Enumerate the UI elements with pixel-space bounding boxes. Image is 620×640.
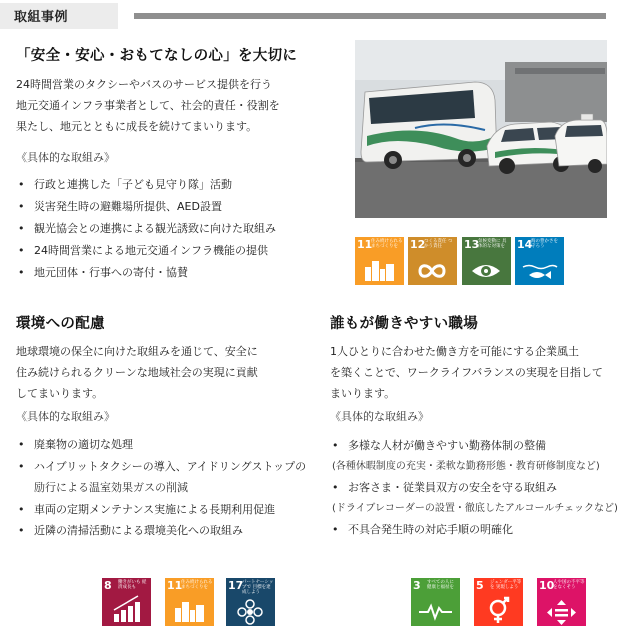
section2-list — [18, 434, 306, 542]
city-icon — [355, 237, 404, 285]
sdg-label: パートナーシップで 目標を達成しよう — [242, 580, 274, 595]
gender-equality-icon — [474, 578, 523, 626]
reduced-inequality-icon — [537, 578, 586, 626]
header-rule — [134, 13, 606, 19]
list-item — [332, 477, 618, 519]
sdg-label: すべての人に 健康と福祉を — [427, 580, 454, 590]
sdg-17-tile — [226, 578, 275, 626]
sdg-11-tile — [165, 578, 214, 626]
list-item: • 近隣の清掃活動による環境美化への取組み — [18, 520, 306, 542]
sdg-label: 働きがいも 経済成長も — [118, 580, 147, 590]
sdg-5-tile — [474, 578, 523, 626]
sdg-number: 11 — [167, 579, 183, 592]
list-item-text: 多様な人材が働きやすい勤務体制の整備 — [348, 439, 546, 452]
list-item-text: お客さま・従業員双方の安全を守る取組み — [348, 481, 557, 494]
fish-icon — [515, 237, 564, 285]
sdg-label: ジェンダー平等を 実現しよう — [490, 580, 522, 590]
list-item-note: (ドライブレコーダーの設置・徹底したアルコールチェックなど) — [332, 503, 618, 514]
list-item: • 行政と連携した「子ども見守り隊」活動 — [18, 174, 276, 196]
sdg-number: 14 — [517, 238, 533, 251]
sdg-label: 住み続けられる まちづくりを — [371, 239, 403, 249]
list-item-note: (各種休暇制度の充実・柔軟な勤務形態・教育研修制度など) — [332, 461, 600, 472]
list-item: • 24時間営業による地元交通インフラ機能の提供 — [18, 240, 276, 262]
section3-subheading: 《具体的な取組み》 — [330, 410, 429, 423]
list-item: • 災害発生時の避難場所提供、AED設置 — [18, 196, 276, 218]
list-item — [18, 456, 306, 499]
eye-globe-icon — [462, 237, 511, 285]
city-icon — [165, 578, 214, 626]
sdg-13-tile — [462, 237, 511, 285]
list-item — [332, 435, 618, 477]
list-item: • 不具合発生時の対応手順の明確化 — [332, 519, 618, 540]
section2-body: 地球環境の保全に向けた取組みを通じて、安全に 住み続けられるクリーンな地域社会の実現に貢献 してまいります。 — [16, 345, 258, 400]
section3-heading: 誰もが働きやすい職場 — [330, 316, 478, 332]
sdg-number: 10 — [539, 579, 555, 592]
section3-list — [332, 435, 618, 540]
section1-list — [18, 174, 276, 284]
section1-heading: 「安全・安心・おもてなしの心」を大切に — [16, 48, 298, 64]
page-header — [0, 0, 620, 32]
list-item: • 地元団体・行事への寄付・協賛 — [18, 262, 276, 284]
growth-chart-icon — [102, 578, 151, 626]
section3-body: 1人ひとりに合わせた働き方を可能にする企業風土 を築くことで、ワークライフバランスの実現を目指して まいります。 — [330, 345, 603, 400]
section1-body: 24時間営業のタクシーやバスのサービス提供を行う 地元交通インフラ事業者として、社会的責任・役割を 果たし、地元とともに成長を続けてまいります。 — [16, 78, 280, 133]
list-item-continuation: 励行による温室効果ガスの削減 — [34, 481, 188, 494]
sdg-label: 住み続けられる まちづくりを — [181, 580, 213, 590]
sdg-14-tile — [515, 237, 564, 285]
sdg-number: 3 — [413, 579, 421, 592]
page-title: 取組事例 — [14, 10, 69, 25]
sdg-number: 8 — [104, 579, 112, 592]
sdg-label: 気候変動に 具体的な対策を — [478, 239, 507, 249]
list-item: • 廃棄物の適切な処理 — [18, 434, 306, 456]
sdg-number: 17 — [228, 579, 244, 592]
sdg-label: つくる責任 つかう責任 — [424, 239, 453, 249]
sdg-11-tile — [355, 237, 404, 285]
sdg-3-tile — [411, 578, 460, 626]
sdg-12-tile — [408, 237, 457, 285]
sdg-number: 11 — [357, 238, 373, 251]
sdg-label: 人や国の不平等 をなくそう — [553, 580, 585, 590]
section2-subheading: 《具体的な取組み》 — [16, 410, 115, 423]
section2-heading: 環境への配慮 — [16, 316, 105, 332]
sdg-10-tile — [537, 578, 586, 626]
sdg-number: 5 — [476, 579, 484, 592]
partnership-flower-icon — [226, 578, 275, 626]
sdg-number: 12 — [410, 238, 426, 251]
heartbeat-icon — [411, 578, 460, 626]
bus-and-taxis-photo — [355, 40, 607, 218]
list-item-text: ハイブリットタクシーの導入、アイドリングストップの — [34, 459, 307, 473]
infinity-icon — [408, 237, 457, 285]
sdg-number: 13 — [464, 238, 480, 251]
list-item: • 観光協会との連携による観光誘致に向けた取組み — [18, 218, 276, 240]
sdg-label: 海の豊かさを 守ろう — [531, 239, 558, 249]
list-item: • 車両の定期メンテナンス実施による長期利用促進 — [18, 499, 306, 521]
section1-subheading: 《具体的な取組み》 — [16, 151, 115, 164]
sdg-8-tile — [102, 578, 151, 626]
